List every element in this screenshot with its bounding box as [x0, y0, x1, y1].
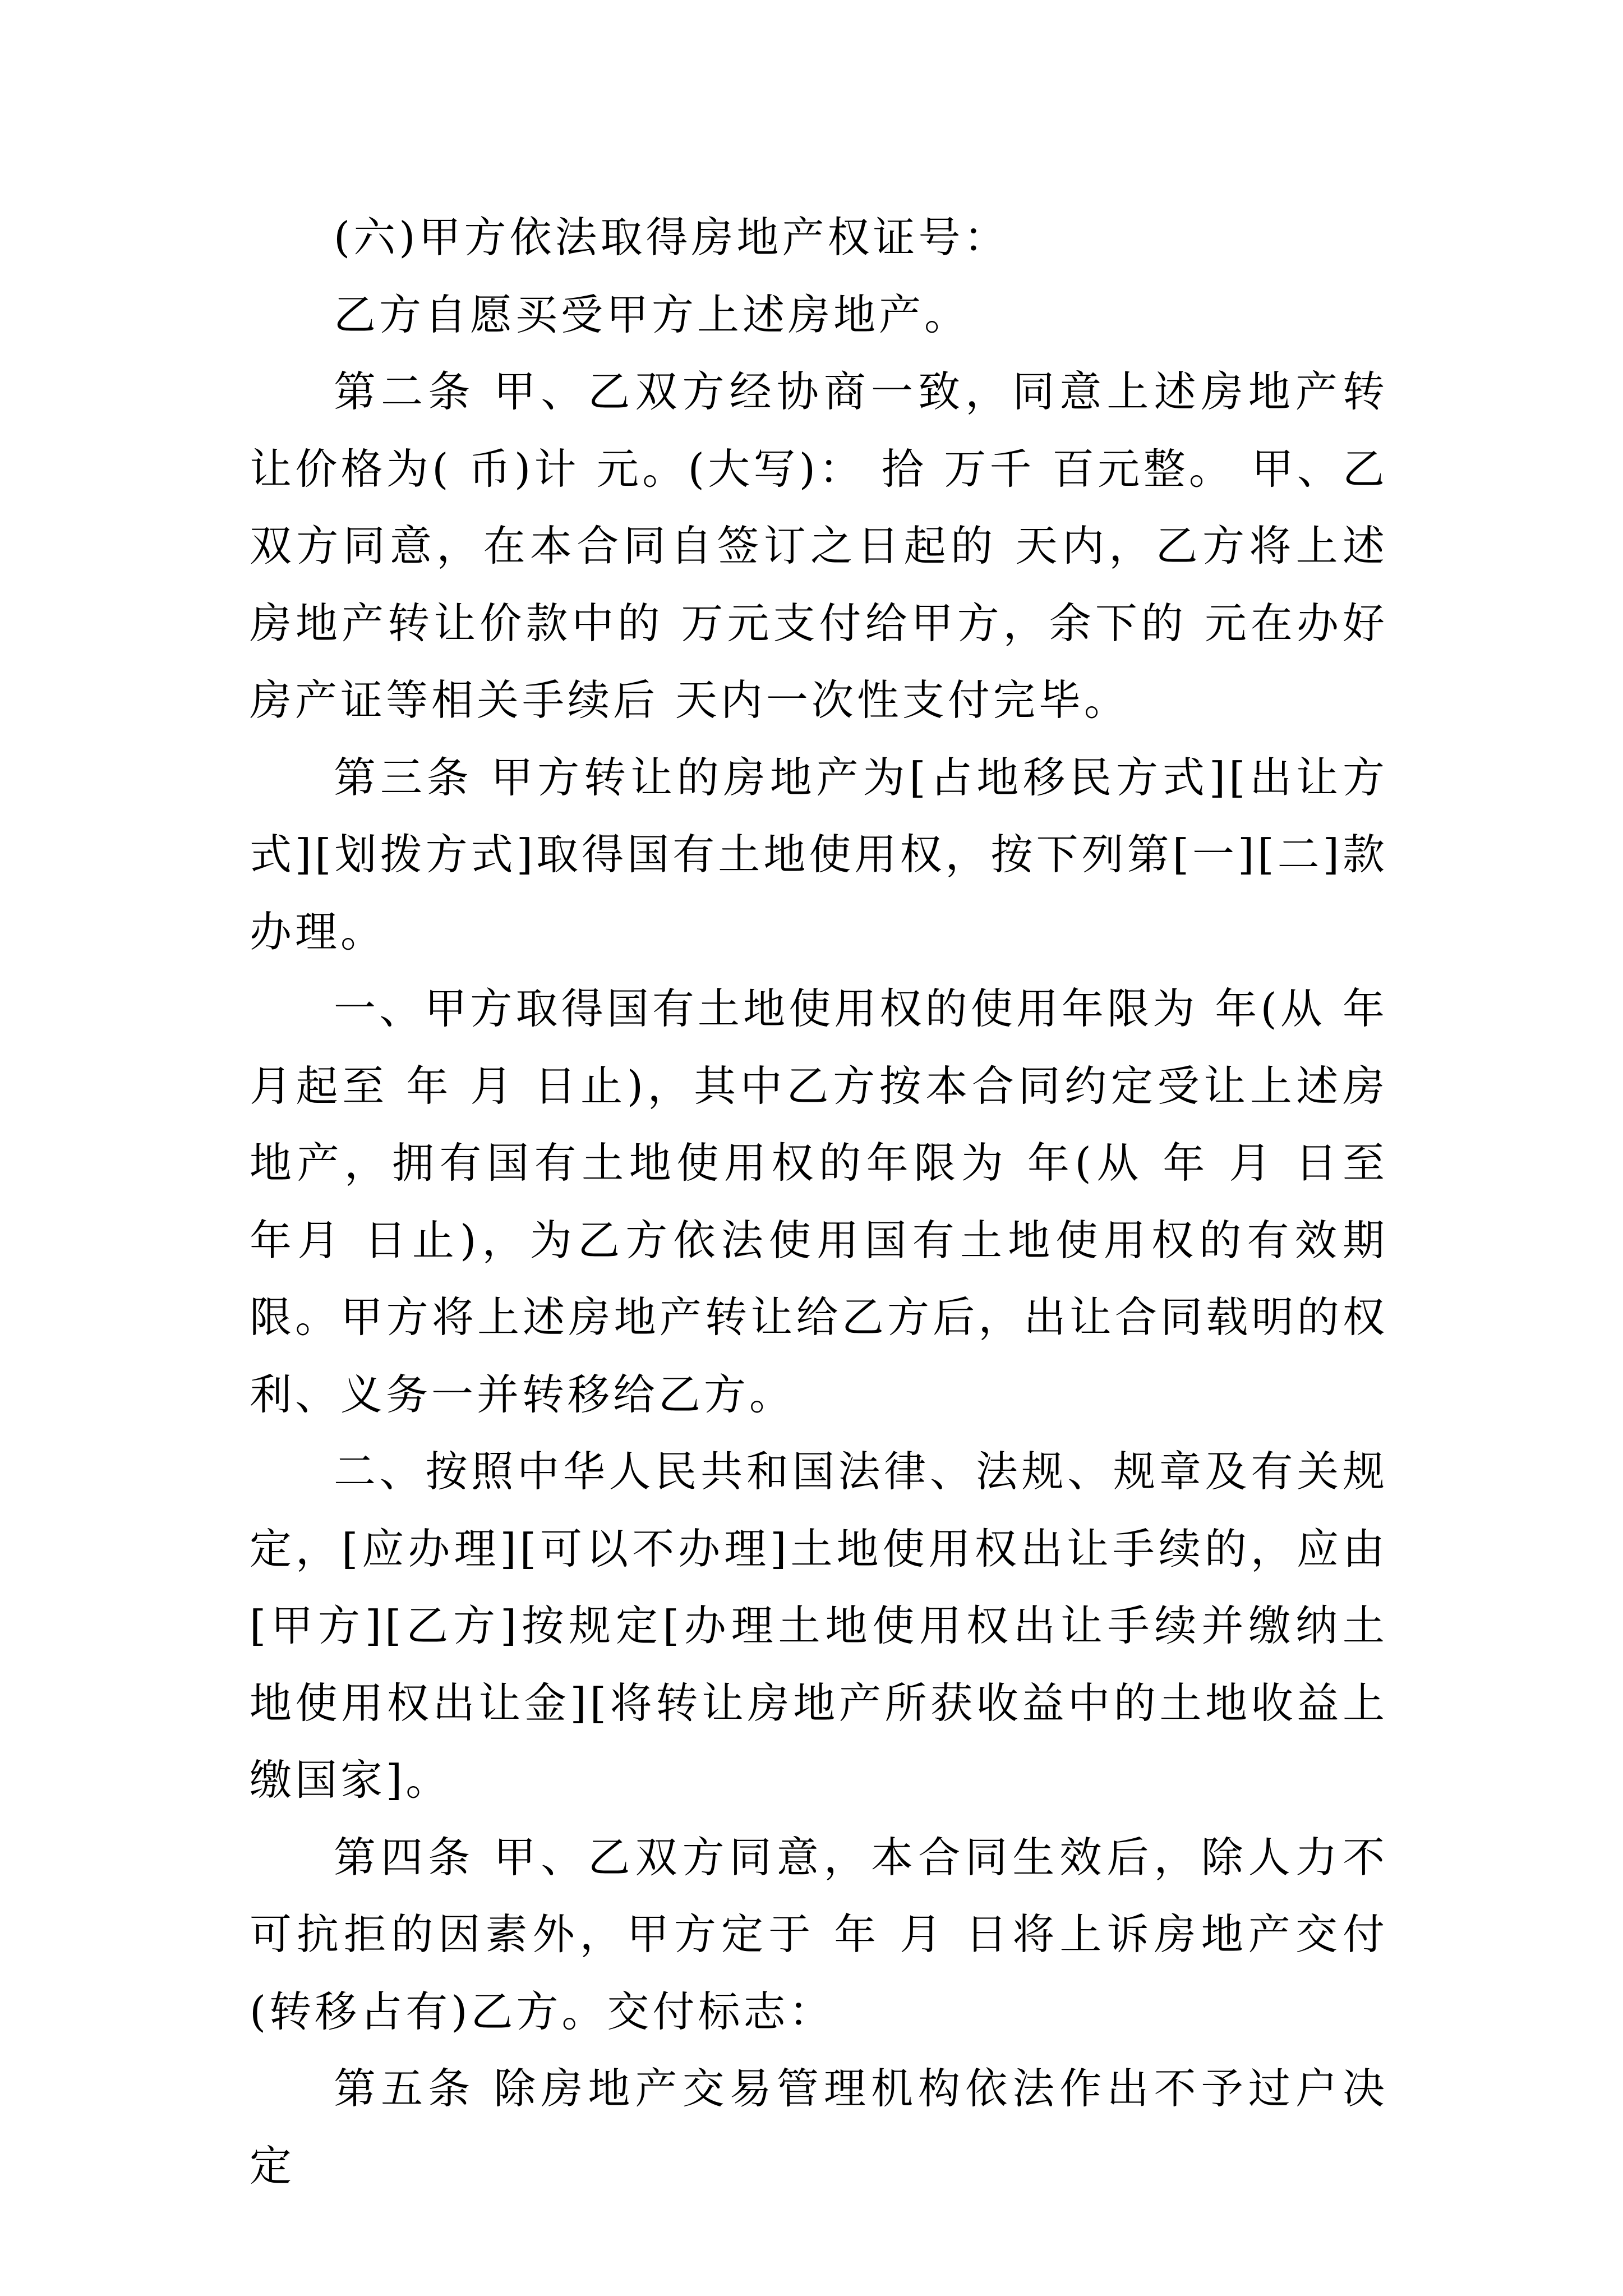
paragraph-article-5: 第五条 除房地产交易管理机构依法作出不予过户决定: [250, 2064, 1388, 2191]
paragraph-buyer-consent: 乙方自愿买受甲方上述房地产。: [334, 289, 970, 339]
paragraph-property-certificate: (六)甲方依法取得房地产权证号：: [334, 213, 1009, 262]
paragraph-article-2: 第二条 甲、乙双方经协商一致，同意上述房地产转让价格为( 币)计 元。(大写)： 拾 万千 百元整。 甲、乙双方同意，在本合同自签订之日起的 天内，乙方将上述房地产转让价款中的 万元支付给甲方，余下的 元在办好房产证等相关手续后 天内一次性支付完毕。: [250, 367, 1388, 725]
paragraph-article-3-item-2: 二、按照中华人民共和国法律、法规、规章及有关规定，[应办理][可以不办理]土地使用权出让手续的，应由[甲方][乙方]按规定[办理土地使用权出让手续并缴纳土地使用权出让金][将转让房地产所获收益中的土地收益上缴国家]。: [250, 1447, 1388, 1805]
document-body: [250, 199, 1388, 2205]
paragraph-article-3: 第三条 甲方转让的房地产为[占地移民方式][出让方式][划拨方式]取得国有土地使用权，按下列第[一][二]款办理。: [250, 752, 1388, 956]
paragraph-article-4: 第四条 甲、乙双方同意，本合同生效后，除人力不可抗拒的因素外，甲方定于 年 月 日将上诉房地产交付(转移占有)乙方。交付标志：: [250, 1832, 1388, 2036]
paragraph-article-3-item-1: 一、甲方取得国有土地使用权的使用年限为 年(从 年月起至 年 月 日止)，其中乙方按本合同约定受让上述房地产，拥有国有土地使用权的年限为 年(从 年 月 日至 年月 日止)，为乙方依法使用国有土地使用权的有效期限。甲方将上述房地产转让给乙方后，出让合同载明的权利、义务一并转移给乙方。: [250, 984, 1388, 1419]
